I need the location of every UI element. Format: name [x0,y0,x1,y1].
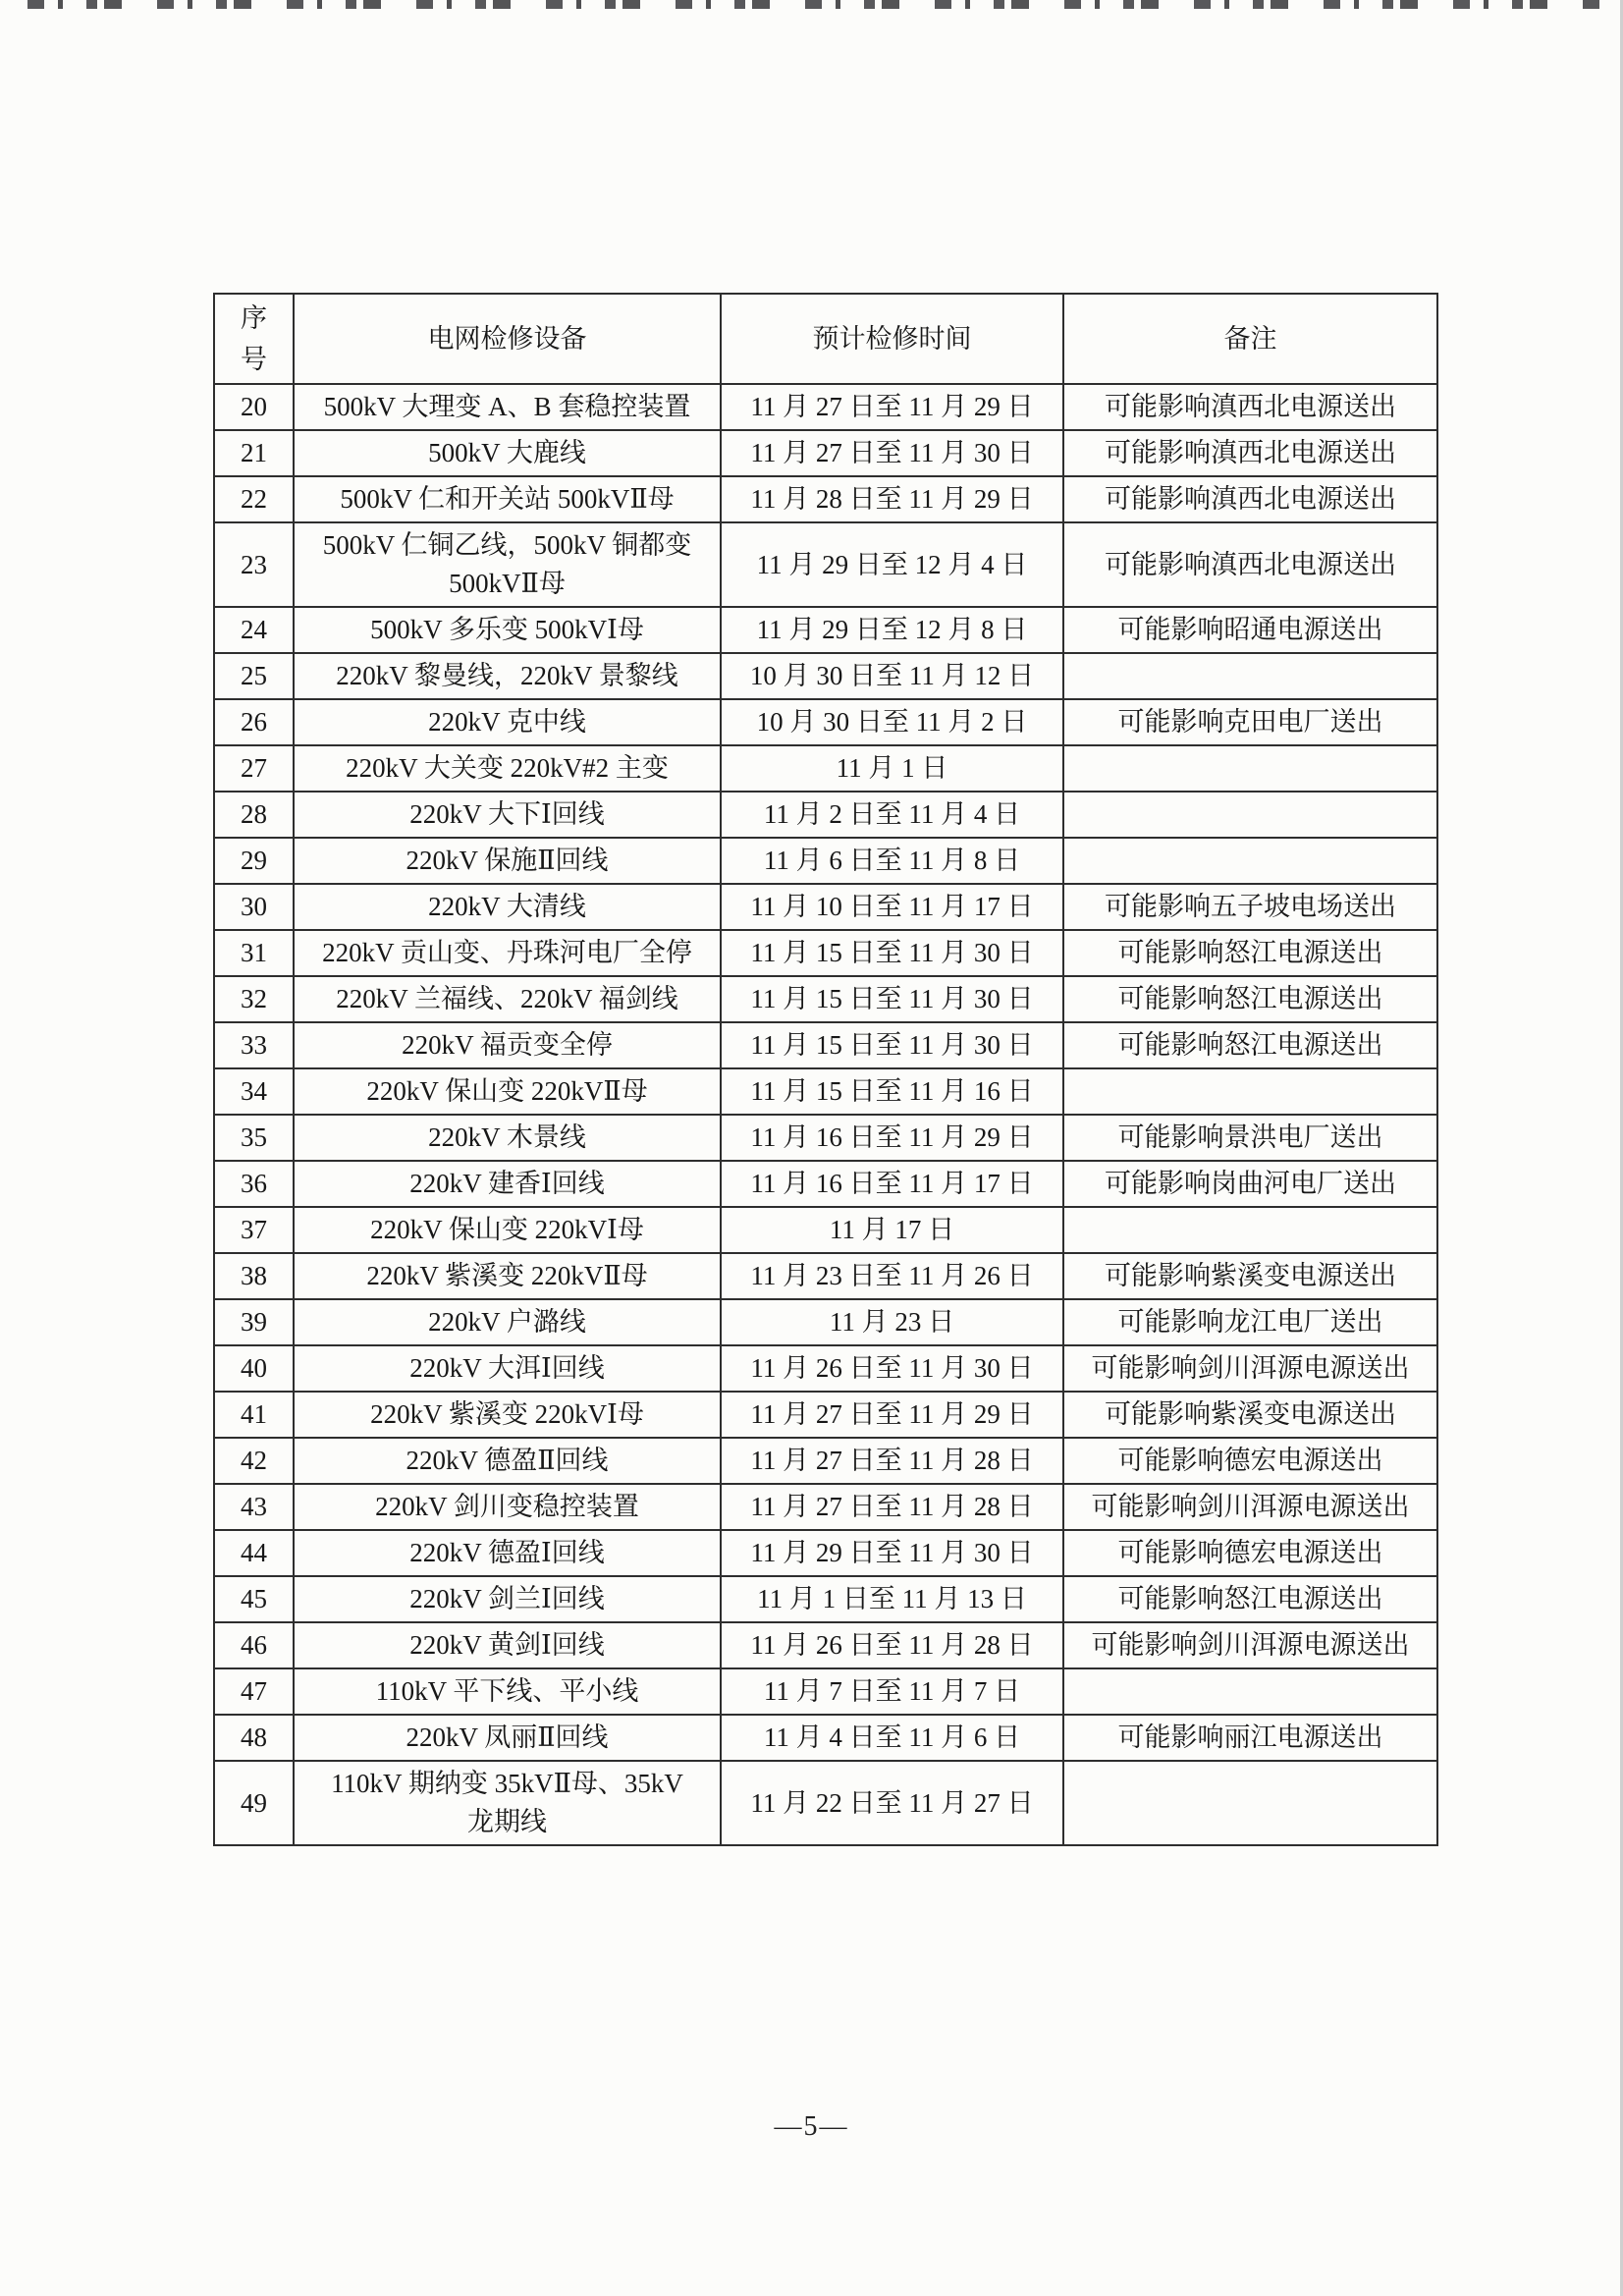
table-row [214,522,1437,607]
row-time: 11 月 10 日至 11 月 17 日 [721,884,1063,930]
page-number: —5— [774,2111,849,2142]
row-equipment: 220kV 建香Ⅰ回线 [294,1161,721,1207]
row-remark: 可能影响克田电厂送出 [1063,699,1437,745]
table-row [214,430,1437,476]
row-equipment: 500kV 大理变 A、B 套稳控装置 [294,384,721,430]
row-no: 31 [214,930,294,976]
row-no: 25 [214,653,294,699]
row-remark: 可能影响怒江电源送出 [1063,1022,1437,1068]
row-remark [1063,745,1437,792]
row-time: 11 月 4 日至 11 月 6 日 [721,1715,1063,1761]
row-time: 11 月 6 日至 11 月 8 日 [721,838,1063,884]
row-equipment: 220kV 大下Ⅰ回线 [294,792,721,838]
column-header-time: 预计检修时间 [721,294,1063,384]
row-no: 40 [214,1345,294,1392]
row-no: 49 [214,1761,294,1845]
row-no: 35 [214,1115,294,1161]
row-remark: 可能影响滇西北电源送出 [1063,522,1437,607]
row-time: 11 月 27 日至 11 月 29 日 [721,1392,1063,1438]
row-equipment: 500kV 多乐变 500kVⅠ母 [294,607,721,653]
row-time: 11 月 22 日至 11 月 27 日 [721,1761,1063,1845]
row-no: 43 [214,1484,294,1530]
row-equipment: 220kV 剑兰Ⅰ回线 [294,1576,721,1622]
row-equipment: 110kV 平下线、平小线 [294,1668,721,1715]
row-remark [1063,653,1437,699]
row-no: 42 [214,1438,294,1484]
row-time: 11 月 23 日 [721,1299,1063,1345]
row-remark: 可能影响剑川洱源电源送出 [1063,1484,1437,1530]
row-time: 11 月 16 日至 11 月 17 日 [721,1161,1063,1207]
row-time: 10 月 30 日至 11 月 12 日 [721,653,1063,699]
row-remark: 可能影响剑川洱源电源送出 [1063,1345,1437,1392]
row-remark: 可能影响德宏电源送出 [1063,1530,1437,1576]
table-row [214,1022,1437,1068]
row-remark: 可能影响滇西北电源送出 [1063,476,1437,522]
table-row [214,838,1437,884]
row-time: 11 月 23 日至 11 月 26 日 [721,1253,1063,1299]
row-no: 37 [214,1207,294,1253]
table-row [214,1068,1437,1115]
row-time: 11 月 15 日至 11 月 30 日 [721,930,1063,976]
table-row [214,1161,1437,1207]
row-no: 28 [214,792,294,838]
row-no: 39 [214,1299,294,1345]
table-row [214,1299,1437,1345]
table-row [214,792,1437,838]
row-equipment: 220kV 保山变 220kVⅡ母 [294,1068,721,1115]
row-no: 38 [214,1253,294,1299]
row-time: 11 月 2 日至 11 月 4 日 [721,792,1063,838]
row-remark: 可能影响紫溪变电源送出 [1063,1253,1437,1299]
row-equipment: 220kV 兰福线、220kV 福剑线 [294,976,721,1022]
row-equipment: 220kV 德盈Ⅰ回线 [294,1530,721,1576]
row-remark [1063,1207,1437,1253]
row-time: 11 月 29 日至 12 月 8 日 [721,607,1063,653]
row-no: 45 [214,1576,294,1622]
row-equipment: 220kV 大洱Ⅰ回线 [294,1345,721,1392]
row-remark: 可能影响龙江电厂送出 [1063,1299,1437,1345]
table-row [214,1576,1437,1622]
table-row [214,930,1437,976]
table-body [214,384,1437,1845]
row-time: 11 月 16 日至 11 月 29 日 [721,1115,1063,1161]
row-equipment: 220kV 木景线 [294,1115,721,1161]
row-equipment: 220kV 保山变 220kVⅠ母 [294,1207,721,1253]
row-equipment: 220kV 凤丽Ⅱ回线 [294,1715,721,1761]
row-remark: 可能影响滇西北电源送出 [1063,430,1437,476]
table-row [214,745,1437,792]
row-time: 11 月 27 日至 11 月 30 日 [721,430,1063,476]
row-remark [1063,1068,1437,1115]
row-no: 30 [214,884,294,930]
row-time: 11 月 7 日至 11 月 7 日 [721,1668,1063,1715]
row-no: 34 [214,1068,294,1115]
table-row [214,1484,1437,1530]
row-no: 27 [214,745,294,792]
row-equipment: 220kV 贡山变、丹珠河电厂全停 [294,930,721,976]
row-equipment: 500kV 大鹿线 [294,430,721,476]
row-no: 21 [214,430,294,476]
row-remark [1063,792,1437,838]
column-header-equipment: 电网检修设备 [294,294,721,384]
row-no: 48 [214,1715,294,1761]
row-equipment: 220kV 大清线 [294,884,721,930]
row-equipment: 500kV 仁和开关站 500kVⅡ母 [294,476,721,522]
row-remark: 可能影响昭通电源送出 [1063,607,1437,653]
table-row [214,1438,1437,1484]
row-time: 11 月 15 日至 11 月 16 日 [721,1068,1063,1115]
row-remark: 可能影响滇西北电源送出 [1063,384,1437,430]
row-time: 11 月 29 日至 12 月 4 日 [721,522,1063,607]
row-time: 11 月 1 日 [721,745,1063,792]
row-time: 11 月 29 日至 11 月 30 日 [721,1530,1063,1576]
row-no: 24 [214,607,294,653]
row-remark: 可能影响景洪电厂送出 [1063,1115,1437,1161]
row-remark: 可能影响五子坡电场送出 [1063,884,1437,930]
row-equipment: 220kV 福贡变全停 [294,1022,721,1068]
row-time: 11 月 26 日至 11 月 28 日 [721,1622,1063,1668]
row-no: 32 [214,976,294,1022]
row-equipment: 220kV 黄剑Ⅰ回线 [294,1622,721,1668]
row-time: 11 月 15 日至 11 月 30 日 [721,976,1063,1022]
row-no: 20 [214,384,294,430]
table-row [214,1530,1437,1576]
row-equipment: 220kV 黎曼线，220kV 景黎线 [294,653,721,699]
table-row [214,1345,1437,1392]
row-no: 36 [214,1161,294,1207]
table-row [214,884,1437,930]
row-no: 23 [214,522,294,607]
row-time: 11 月 28 日至 11 月 29 日 [721,476,1063,522]
row-equipment: 220kV 大关变 220kV#2 主变 [294,745,721,792]
row-equipment: 220kV 紫溪变 220kVⅡ母 [294,1253,721,1299]
table-row [214,976,1437,1022]
row-no: 33 [214,1022,294,1068]
row-time: 11 月 27 日至 11 月 29 日 [721,384,1063,430]
row-remark: 可能影响德宏电源送出 [1063,1438,1437,1484]
row-no: 46 [214,1622,294,1668]
table-row [214,1253,1437,1299]
table-row [214,1392,1437,1438]
table-row [214,607,1437,653]
row-remark: 可能影响怒江电源送出 [1063,1576,1437,1622]
table-row [214,1207,1437,1253]
column-header-no [214,294,294,384]
row-remark: 可能影响怒江电源送出 [1063,976,1437,1022]
row-no: 29 [214,838,294,884]
table-header-row [214,294,1437,384]
row-remark: 可能影响丽江电源送出 [1063,1715,1437,1761]
row-remark [1063,1761,1437,1845]
table-row [214,1715,1437,1761]
row-equipment: 220kV 德盈Ⅱ回线 [294,1438,721,1484]
table-row [214,384,1437,430]
row-remark: 可能影响岗曲河电厂送出 [1063,1161,1437,1207]
row-equipment: 220kV 户潞线 [294,1299,721,1345]
row-remark: 可能影响剑川洱源电源送出 [1063,1622,1437,1668]
table-row [214,1668,1437,1715]
table-row [214,1622,1437,1668]
row-no: 44 [214,1530,294,1576]
row-remark [1063,1668,1437,1715]
row-no: 26 [214,699,294,745]
row-no: 47 [214,1668,294,1715]
row-equipment: 220kV 克中线 [294,699,721,745]
row-remark: 可能影响紫溪变电源送出 [1063,1392,1437,1438]
table-row [214,1761,1437,1845]
row-no: 22 [214,476,294,522]
row-equipment: 220kV 紫溪变 220kVⅠ母 [294,1392,721,1438]
row-time: 10 月 30 日至 11 月 2 日 [721,699,1063,745]
row-remark [1063,838,1437,884]
table-row [214,699,1437,745]
page-top-scan-artifact [27,0,1609,9]
row-equipment: 220kV 剑川变稳控装置 [294,1484,721,1530]
maintenance-schedule-table [213,293,1438,1846]
row-time: 11 月 1 日至 11 月 13 日 [721,1576,1063,1622]
table-row [214,653,1437,699]
row-equipment: 220kV 保施Ⅱ回线 [294,838,721,884]
table-row [214,1115,1437,1161]
table-row [214,476,1437,522]
row-time: 11 月 27 日至 11 月 28 日 [721,1484,1063,1530]
row-time: 11 月 26 日至 11 月 30 日 [721,1345,1063,1392]
row-equipment: 500kV 仁铜乙线，500kV 铜都变 500kVⅡ母 [294,522,721,607]
row-no: 41 [214,1392,294,1438]
column-header-remark: 备注 [1063,294,1437,384]
row-remark: 可能影响怒江电源送出 [1063,930,1437,976]
column-header-no-label: 序号 [240,303,267,374]
row-time: 11 月 27 日至 11 月 28 日 [721,1438,1063,1484]
row-time: 11 月 17 日 [721,1207,1063,1253]
row-equipment: 110kV 期纳变 35kVⅡ母、35kV 龙期线 [294,1761,721,1845]
row-time: 11 月 15 日至 11 月 30 日 [721,1022,1063,1068]
